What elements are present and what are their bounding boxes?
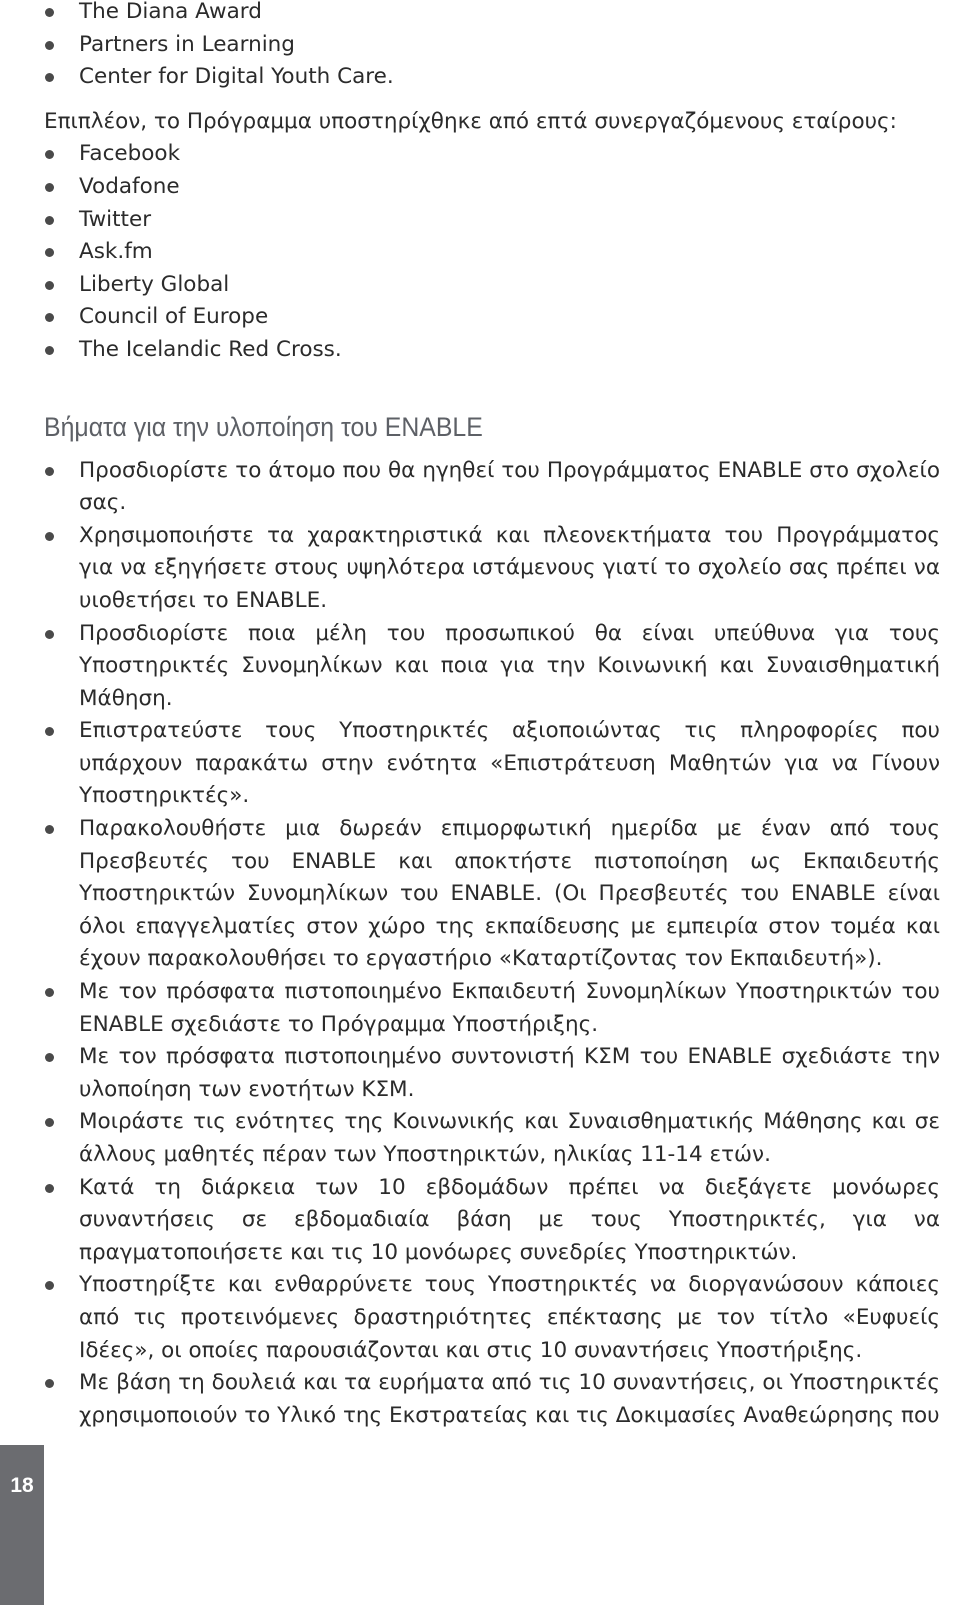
page-number-tab <box>0 1445 44 1605</box>
partners-intro: Επιπλέον, το Πρόγραμμα υποστηρίχθηκε από επτά συνεργαζόμενους εταίρους: <box>44 108 897 134</box>
list-item: Twitter <box>44 204 940 237</box>
organisations-list <box>44 0 940 94</box>
step-item: Χρησιμοποιήστε τα χαρακτηριστικά και πλεονεκτήματα του Προγράμματος για να εξηγήσετε στους υψηλότερα ιστάμενους γιατί το σχολείο σας πρέπει να υιοθετήσει το ENABLE. <box>44 520 940 618</box>
list-item: Vodafone <box>44 171 940 204</box>
step-item: Με τον πρόσφατα πιστοποιημένο συντονιστή ΚΣΜ του ENABLE σχεδιάστε την υλοποίηση των ενοτήτων ΚΣΜ. <box>44 1041 940 1106</box>
list-item: The Icelandic Red Cross. <box>44 334 940 367</box>
page-number: 18 <box>10 1474 34 1497</box>
page-content <box>44 0 940 1432</box>
step-item: Παρακολουθήστε μια δωρεάν επιμορφωτική ημερίδα με έναν από τους Πρεσβευτές του ENABLE και αποκτήστε πιστοποίηση ως Εκπαιδευτής Υποστηρικτών Συνομηλίκων του ENABLE. (Οι Πρεσβευτές του ENABLE είναι όλοι επαγγελματίες στον χώρο της εκπαίδευσης με εμπειρία στον τομέα και έχουν παρακολουθήσει το εργαστήριο «Καταρτίζοντας τον Εκπαιδευτή»). <box>44 813 940 976</box>
list-item: Center for Digital Youth Care. <box>44 61 940 94</box>
list-item: Liberty Global <box>44 269 940 302</box>
step-item: Επιστρατεύστε τους Υποστηρικτές αξιοποιώντας τις πληροφορίες που υπάρχουν παρακάτω στην ενότητα «Επιστράτευση Μαθητών για να Γίνουν Υποστηρικτές». <box>44 715 940 813</box>
step-item: Υποστηρίξτε και ενθαρρύνετε τους Υποστηρικτές να διοργανώσουν κάποιες από τις προτεινόμενες δραστηριότητες επέκτασης με τον τίτλο «Ευφυείς Ιδέες», οι οποίες παρουσιάζονται και στις 10 συναντήσεις Υποστήριξης. <box>44 1269 940 1367</box>
partners-list <box>44 138 940 366</box>
step-item: Κατά τη διάρκεια των 10 εβδομάδων πρέπει να διεξάγετε μονόωρες συναντήσεις σε εβδομαδιαία βάση με τους Υποστηρικτές, για να πραγματοποιήσετε και τις 10 μονόωρες συνεδρίες Υποστηρικτών. <box>44 1172 940 1270</box>
list-item: Ask.fm <box>44 236 940 269</box>
step-item: Προσδιορίστε ποια μέλη του προσωπικού θα είναι υπεύθυνα για τους Υποστηρικτές Συνομηλίκων και ποια για την Κοινωνική και Συναισθηματική Μάθηση. <box>44 618 940 716</box>
list-item: Partners in Learning <box>44 29 940 62</box>
step-item: Μοιράστε τις ενότητες της Κοινωνικής και Συναισθηματικής Μάθησης και σε άλλους μαθητές πέραν των Υποστηρικτών, ηλικίας 11-14 ετών. <box>44 1106 940 1171</box>
list-item: Facebook <box>44 138 940 171</box>
step-item: Με τον πρόσφατα πιστοποιημένο Εκπαιδευτή Συνομηλίκων Υποστηρικτών του ENABLE σχεδιάστε το Πρόγραμμα Υποστήριξης. <box>44 976 940 1041</box>
list-item: The Diana Award <box>44 0 940 29</box>
list-item: Council of Europe <box>44 301 940 334</box>
implementation-steps-list <box>44 455 940 1433</box>
step-item: Προσδιορίστε το άτομο που θα ηγηθεί του Προγράμματος ENABLE στο σχολείο σας. <box>44 455 940 520</box>
step-item: Με βάση τη δουλειά και τα ευρήματα από τις 10 συναντήσεις, οι Υποστηρικτές χρησιμοποιούν το Υλικό της Εκστρατείας και τις Δοκιμασίες Αναθεώρησης που <box>44 1367 940 1432</box>
section-heading: Βήματα για την υλοποίηση του ENABLE <box>44 411 483 442</box>
